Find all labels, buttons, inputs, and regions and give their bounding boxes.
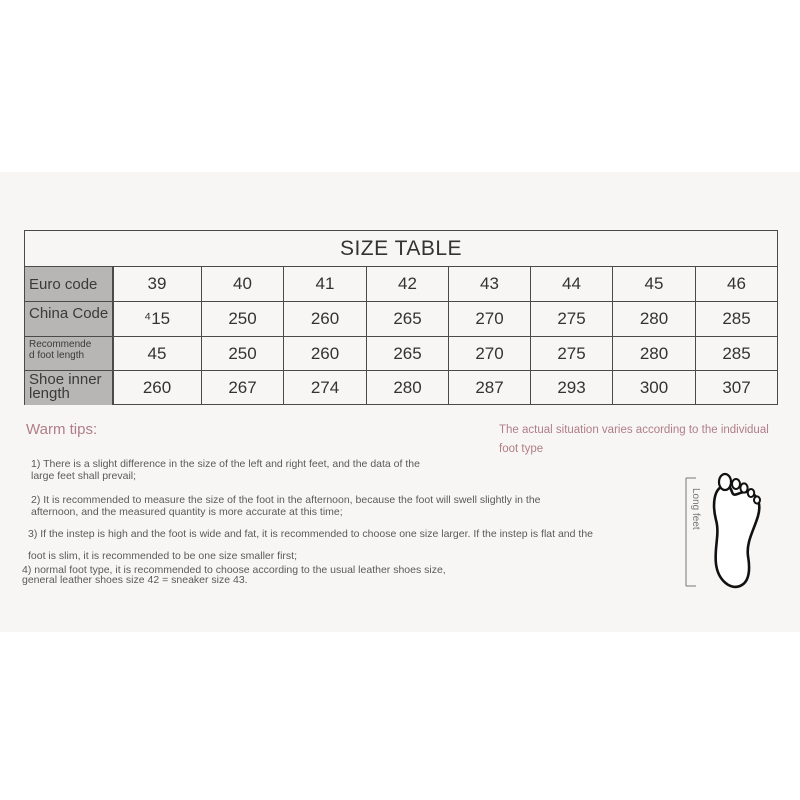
row-label: Euro code — [25, 267, 113, 301]
row-label: Shoe inner length — [25, 371, 113, 405]
table-cell: 280 — [613, 302, 696, 336]
table-cell: 265 — [367, 337, 449, 371]
table-cell: 285 — [722, 344, 751, 363]
row-label: Recommende d foot length — [25, 337, 113, 371]
table-cell: 275 — [531, 337, 613, 371]
table-cell: 300 — [613, 371, 696, 405]
table-row-shoe-inner-length — [25, 371, 777, 405]
tip-2: 2) It is recommended to measure the size of the foot in the afternoon, because the foot will swell slightly in the afternoon, and the measured quantity is more accurate at this time; — [31, 494, 541, 518]
table-cell: 42 — [367, 267, 449, 301]
table-cell: 43 — [449, 267, 531, 301]
table-cell: 260 — [284, 337, 367, 371]
table-cell: 293 — [531, 371, 613, 405]
tip-1: 1) There is a slight difference in the size of the left and right feet, and the data of the large feet shall prevail; — [31, 458, 420, 482]
warm-tips-title: Warm tips: — [26, 421, 98, 438]
table-cell: 44 — [531, 267, 613, 301]
table-cell: 260 — [113, 371, 202, 405]
table-title: SIZE TABLE — [25, 231, 777, 267]
table-cell: 46 — [727, 274, 746, 293]
tip-3: 3) If the instep is high and the foot is wide and fat, it is recommended to choose one size larger. If the instep is flat and the foot is slim, it is recommended to be one size smaller first; — [28, 528, 593, 562]
foot-icon — [676, 468, 776, 593]
foot-figure — [676, 468, 776, 593]
table-cell: 275 — [531, 302, 613, 336]
table-cell: 250 — [202, 302, 284, 336]
long-feet-label: Long feet — [690, 488, 701, 530]
table-cell: 265 — [367, 302, 449, 336]
table-cell: 307 — [722, 378, 751, 397]
table-cell: 270 — [449, 337, 531, 371]
table-cell: 39 — [113, 267, 202, 301]
foot-type-note: The actual situation varies according to the individual foot type — [499, 424, 769, 455]
table-row-recommended-foot-length — [25, 337, 777, 371]
table-cell: 267 — [202, 371, 284, 405]
table-cell: ⁴15 — [113, 302, 202, 336]
table-cell: 250 — [202, 337, 284, 371]
table-row-euro-code — [25, 267, 777, 301]
table-cell: 287 — [449, 371, 531, 405]
table-cell: 40 — [202, 267, 284, 301]
table-cell: 45 — [613, 267, 696, 301]
size-table — [24, 230, 778, 405]
table-cell: 280 — [613, 337, 696, 371]
row-label: China Code — [25, 302, 113, 336]
table-cell: 280 — [367, 371, 449, 405]
table-grid — [25, 267, 777, 404]
tip-4: 4) normal foot type, it is recommended to choose according to the usual leather shoes size, general leather shoes size 42 = sneaker size 43. — [22, 564, 446, 586]
table-cell: 45 — [113, 337, 202, 371]
table-row-china-code — [25, 302, 777, 336]
table-cell: 274 — [284, 371, 367, 405]
table-cell: 285 — [722, 309, 751, 328]
table-cell: 270 — [449, 302, 531, 336]
table-cell: 41 — [284, 267, 367, 301]
table-cell: 260 — [284, 302, 367, 336]
